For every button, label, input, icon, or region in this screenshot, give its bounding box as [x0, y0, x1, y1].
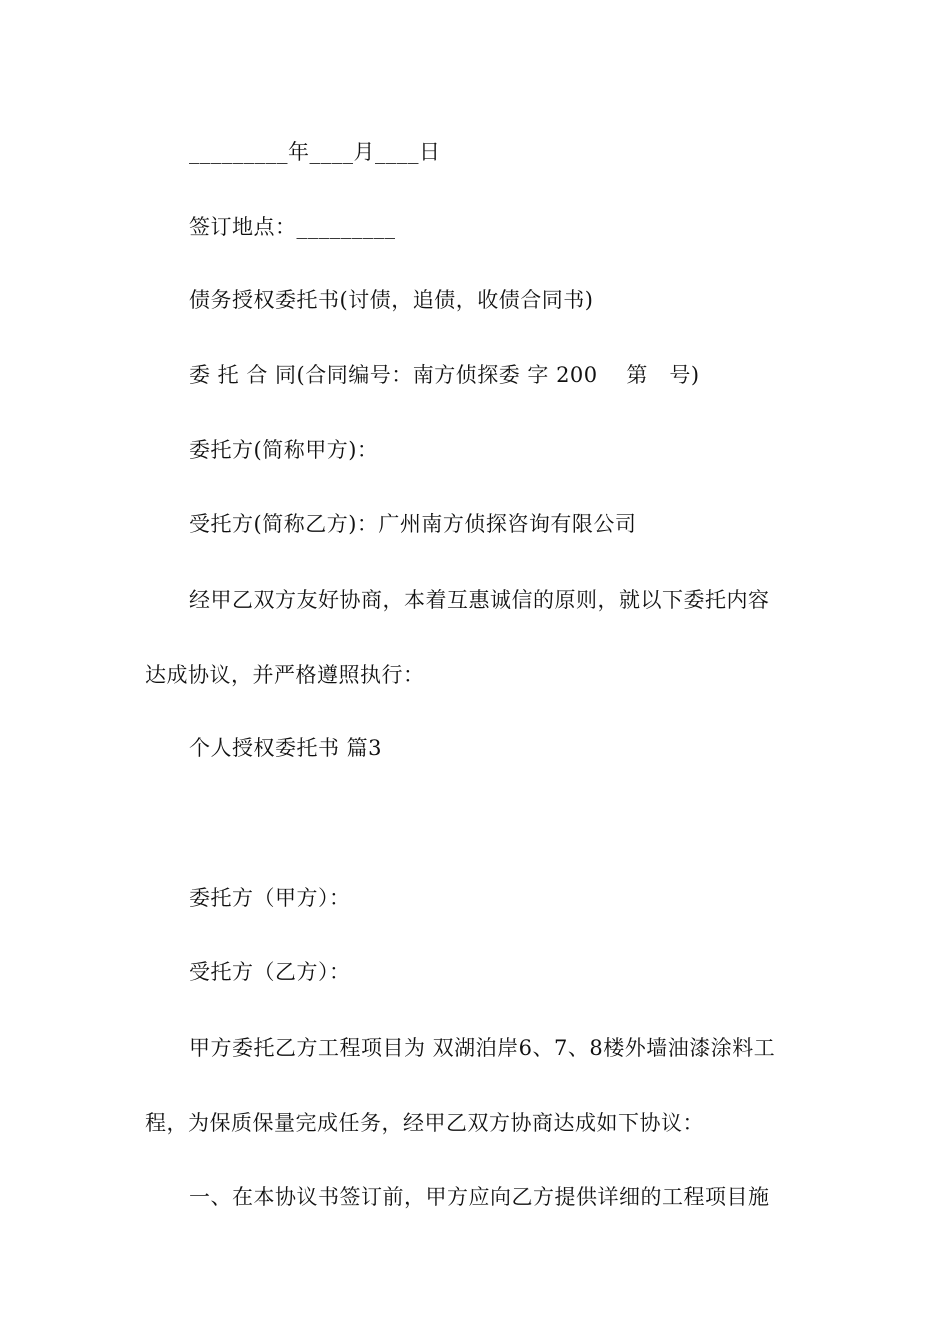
project-paragraph-line-1: 甲方委托乙方工程项目为 双湖泊岸6、7、8楼外墙油漆涂料工	[189, 1036, 776, 1060]
agreement-paragraph-line-2: 达成协议，并严格遵照执行：	[145, 663, 425, 687]
agent-party-b-line: 受托方(简称乙方)：广州南方侦探咨询有限公司	[189, 512, 637, 536]
signing-place-line: 签订地点：_________	[189, 215, 396, 239]
contract-number-line: 委 托 合 同(合同编号：南方侦探委 字 200 第 号)	[189, 363, 700, 387]
date-line: _________年____月____日	[189, 140, 441, 164]
agreement-paragraph-line-1: 经甲乙双方友好协商，本着互惠诚信的原则，就以下委托内容	[189, 588, 770, 612]
principal-party-a-label: 委托方（甲方）：	[189, 886, 351, 910]
section-heading-3: 个人授权委托书 篇3	[189, 736, 383, 760]
project-paragraph-line-2: 程，为保质保量完成任务，经甲乙双方协商达成如下协议：	[145, 1111, 704, 1135]
principal-party-a-line: 委托方(简称甲方)：	[189, 438, 379, 462]
clause-one-line-1: 一、在本协议书签订前，甲方应向乙方提供详细的工程项目施	[189, 1185, 770, 1209]
agent-party-b-label: 受托方（乙方）：	[189, 960, 351, 984]
debt-authorization-title: 债务授权委托书(讨债，追债，收债合同书)	[189, 288, 594, 312]
